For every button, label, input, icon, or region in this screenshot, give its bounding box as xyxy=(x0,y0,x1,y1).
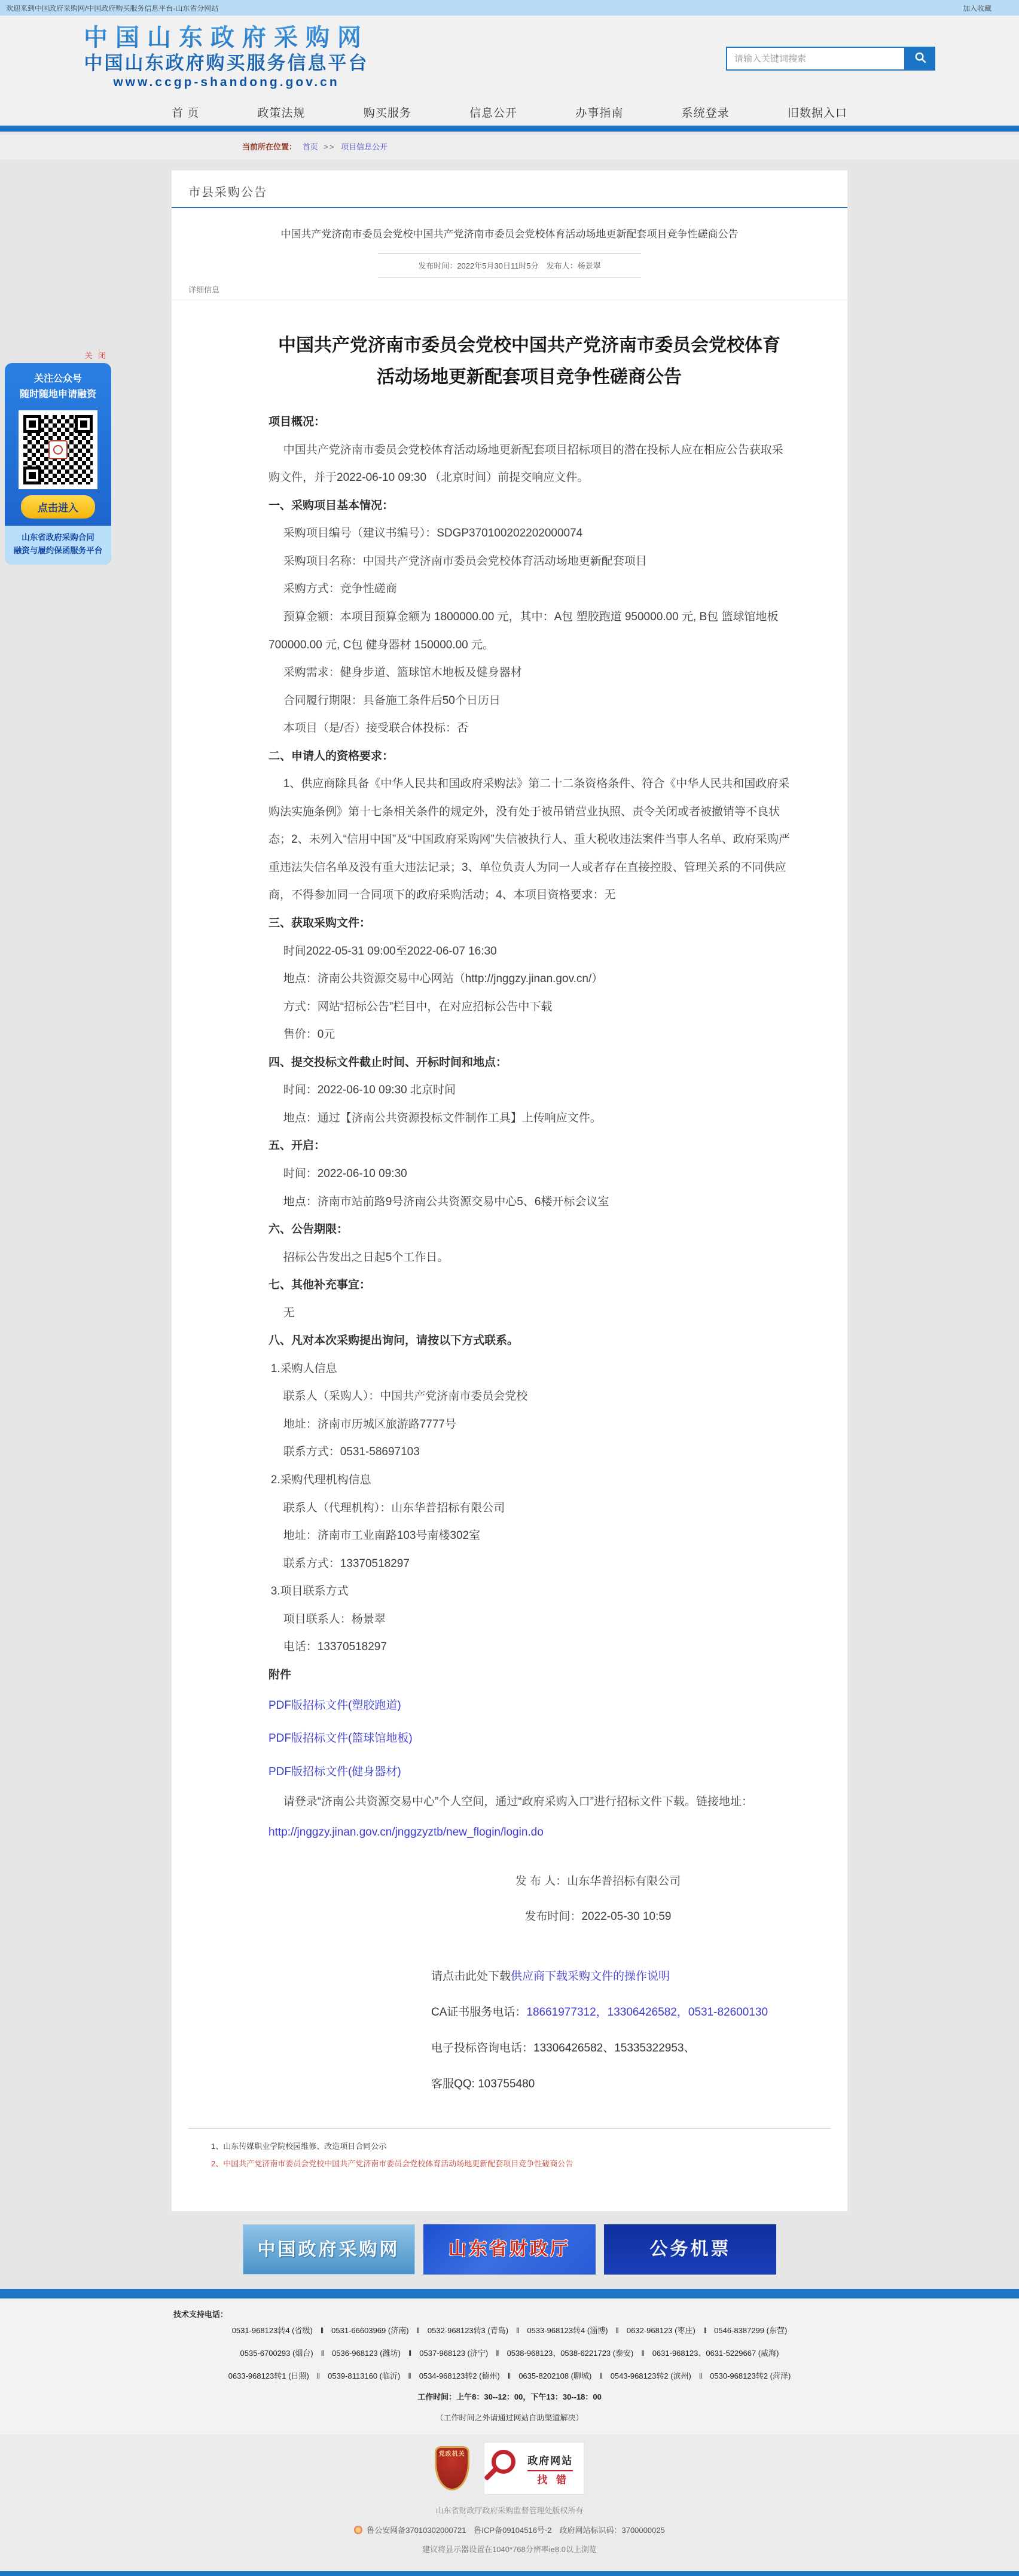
login-url-link[interactable]: http://jnggzy.jinan.gov.cn/jnggzyztb/new_flogin/login.do xyxy=(269,1826,544,1839)
article-paragraph: 联系人（采购人）：中国共产党济南市委员会党校 xyxy=(283,1390,528,1403)
publish-time-line: 发布时间：2022-05-30 10:59 xyxy=(524,1910,672,1923)
content-card xyxy=(172,170,847,2211)
widget-footer-line-2: 融资与履约保函服务平台 xyxy=(13,546,103,556)
breadcrumb xyxy=(172,135,847,160)
article-subheading: 3.项目联系方式 xyxy=(270,1585,349,1598)
widget-footer-line-1: 山东省政府采购合同 xyxy=(22,532,94,542)
article-paragraph: 地址：济南市工业南路103号南楼302室 xyxy=(283,1529,481,1542)
article-paragraph: 采购方式：竞争性磋商 xyxy=(283,583,397,596)
page-footer xyxy=(0,2298,1019,2571)
add-favorite-link[interactable]: 加入收藏 xyxy=(962,4,991,13)
topbar xyxy=(0,0,1019,16)
logo-line-1: 中国山东政府采购网 xyxy=(84,24,369,51)
article-paragraph: 地址：济南市历城区旅游路7777号 xyxy=(283,1417,456,1431)
partner-banners xyxy=(0,2224,1019,2275)
breadcrumb-current-link[interactable]: 项目信息公开 xyxy=(341,142,388,151)
article-paragraph: 联系方式：0531-58697103 xyxy=(283,1446,420,1459)
breadcrumb-strip xyxy=(0,135,1019,160)
publish-meta: 发布时间：2022年5月30日11时5分 发布人：杨景翠 xyxy=(378,253,641,278)
download-note xyxy=(431,1959,790,1995)
logo-url: www.ccgp-shandong.gov.cn xyxy=(113,75,340,90)
bottom-blue-strip xyxy=(0,2571,1019,2576)
article-paragraph: 无 xyxy=(283,1306,295,1319)
article-heading: 四、提交投标文件截止时间、开标时间和地点： xyxy=(269,1056,508,1069)
related-list xyxy=(188,2128,831,2206)
article-paragraph: 预算金额：本项目预算金额为 1800000.00 元，其中：A包 塑胶跑道 950000.00 元, B包 篮球馆地板 700000.00 元, C包 健身器材 150000.00 元。 xyxy=(269,611,779,651)
nav-item-purchase-services[interactable]: 购买服务 xyxy=(363,106,411,120)
article-paragraph: 地点：济南市站前路9号济南公共资源交易中心5、6楼开标会议室 xyxy=(283,1195,609,1208)
ca-service-label: CA证书服务电话： xyxy=(431,2005,527,2019)
nav-item-policies[interactable]: 政策法规 xyxy=(257,106,306,120)
article-paragraph: 采购项目名称：中国共产党济南市委员会党校体育活动场地更新配套项目 xyxy=(283,554,647,568)
announcement-title: 中国共产党济南市委员会党校中国共产党济南市委员会党校体育活动场地更新配套项目竞争性磋商公告 xyxy=(280,228,739,240)
error-report-magnifier-icon xyxy=(492,2450,515,2474)
article-heading: 七、其他补充事宜： xyxy=(269,1279,371,1292)
ebid-line: 电子投标咨询电话：13306426582、15335322953、 xyxy=(431,2041,695,2054)
qr-finder-bottom-left xyxy=(23,467,41,484)
support-phone-row-2: 0535-6700293 (烟台) ‖ 0536-968123 (潍坊) ‖ 0537-968123 (济宁) ‖ 0538-968123、0538-6221723 (泰安) ‖ 0631-968123、0631-5229667 (威海) xyxy=(240,2348,779,2358)
article-paragraph: 售价：0元 xyxy=(283,1028,335,1041)
search-input[interactable] xyxy=(726,47,905,71)
article-paragraph: 采购需求：健身步道、篮球馆木地板及健身器材 xyxy=(283,666,522,679)
article-heading: 项目概况： xyxy=(269,416,326,429)
detail-label: 详细信息 xyxy=(172,278,847,300)
article-paragraph: 合同履行期限：具备施工条件后50个日历日 xyxy=(283,694,501,707)
widget-headline-2: 随时随地申请融资 xyxy=(19,389,96,400)
article-paragraph: 时间：2022-06-10 09:30 北京时间 xyxy=(283,1084,456,1097)
related-item-1[interactable]: 1、山东传媒职业学院校园维修、改造项目合同公示 xyxy=(211,2142,387,2151)
nav-underline-bar xyxy=(0,126,1019,132)
attachments-heading: 附件 xyxy=(269,1668,292,1681)
nav-item-old-data-entry[interactable]: 旧数据入口 xyxy=(787,106,847,120)
article-paragraph: 招标公告发出之日起5个工作日。 xyxy=(283,1251,449,1264)
banner-official-air-tickets[interactable]: 公务机票 xyxy=(604,2224,776,2275)
article-paragraph: 时间：2022-06-10 09:30 xyxy=(283,1167,407,1180)
banner-shandong-finance-dept[interactable]: 山东省财政厅 xyxy=(423,2224,596,2275)
section-title: 市县采购公告 xyxy=(172,170,847,208)
article-paragraph: 1、供应商除具备《中华人民共和国政府采购法》第二十二条资格条件、符合《中华人民共和国政府采购法实施条例》第十七条相关条件的规定外，没有处于被吊销营业执照、责令关闭或者被撤销等不良状态；2、未列入“信用中国”及“中国政府采购网”失信被执行人、重大税收违法案件当事人名单、政府采购严重违法失信名单及没有重大违法记录；3、单位负责人为同一人或者存在直接控股、管理关系的不同供应商，不得参加同一合同项下的政府采购活动；4、本项目资格要求：无 xyxy=(269,778,790,902)
nav-item-guide[interactable]: 办事指南 xyxy=(575,106,624,120)
breadcrumb-separator: >> xyxy=(324,142,335,151)
article-paragraph: 采购项目编号（建议书编号）：SDGP370100202202000074 xyxy=(283,527,583,540)
error-report-line-1: 政府网站 xyxy=(527,2452,573,2471)
article-paragraph: 本项目（是/否）接受联合体投标：否 xyxy=(283,722,468,735)
article-body xyxy=(172,300,847,2108)
qr-center-seal xyxy=(48,440,68,459)
search-button[interactable] xyxy=(905,47,935,71)
widget-card[interactable] xyxy=(5,363,111,565)
article-heading: 三、获取采购文件： xyxy=(269,917,371,930)
site-logo xyxy=(84,24,369,90)
support-phone-row-3: 0633-968123转1 (日照) ‖ 0539-8113160 (临沂) ‖ 0534-968123转2 (德州) ‖ 0635-8202108 (聊城) ‖ 0543-968123转2 (滨州) ‖ 0530-968123转2 (菏泽) xyxy=(228,2371,791,2381)
nav-item-system-login[interactable]: 系统登录 xyxy=(681,106,730,120)
main-nav xyxy=(0,98,1019,126)
footer-divider-bar xyxy=(0,2289,1019,2298)
article-paragraph: 地点：济南公共资源交易中心网站（http://jnggzy.jinan.gov.cn/） xyxy=(283,973,603,986)
welcome-text: 欢迎来到中国政府采购网/中国政府购买服务信息平台-山东省分网站 xyxy=(6,4,219,13)
nav-item-home[interactable]: 首 页 xyxy=(172,106,200,120)
copyright-line: 山东省财政厅政府采购监督管理处版权所有 xyxy=(435,2505,584,2515)
article-paragraph: 电话：13370518297 xyxy=(283,1641,387,1654)
article-paragraph: 联系人（代理机构）：山东华普招标有限公司 xyxy=(283,1501,505,1514)
attachment-link-plastic-track[interactable]: PDF版招标文件(塑胶跑道) xyxy=(269,1699,401,1712)
attachment-link-basketball-floor[interactable]: PDF版招标文件(篮球馆地板) xyxy=(269,1732,413,1745)
qq-line: 客服QQ: 103755480 xyxy=(431,2077,535,2090)
ca-service-numbers: 18661977312，13306426582，0531-82600130 xyxy=(526,2005,768,2019)
shield-label: 党政机关 xyxy=(438,2450,465,2458)
work-hours: 工作时间：上午8：30--12：00，下午13：30--18：00 xyxy=(417,2392,602,2401)
banner-ccgp[interactable]: 中国政府采购网 xyxy=(243,2224,415,2275)
police-badge-icon xyxy=(354,2526,362,2534)
footer-lower xyxy=(0,2435,1019,2571)
article-subheading: 1.采购人信息 xyxy=(270,1362,337,1375)
icp-registration-line xyxy=(0,2524,1019,2535)
browser-tip: 建议将显示器设置在1040*768分辨率ie8.0以上浏览 xyxy=(422,2544,597,2554)
search-icon xyxy=(914,51,928,66)
widget-enter-button[interactable]: 点击进入 xyxy=(21,495,95,519)
article-heading: 六、公告期限： xyxy=(269,1223,349,1236)
qr-code xyxy=(19,410,97,489)
download-note-link[interactable]: 供应商下载采购文件的操作说明 xyxy=(511,1970,670,1983)
publisher-line: 发 布 人：山东华普招标有限公司 xyxy=(515,1875,681,1888)
download-note-prefix: 请点击此处下载 xyxy=(431,1970,511,1983)
attachment-link-fitness-equipment[interactable]: PDF版招标文件(健身器材) xyxy=(269,1765,401,1778)
article-heading: 八、凡对本次采购提出询问，请按以下方式联系。 xyxy=(269,1334,519,1348)
article-paragraph: 项目联系人：杨景翠 xyxy=(283,1612,386,1626)
related-item-current[interactable]: 2、中国共产党济南市委员会党校中国共产党济南市委员会党校体育活动场地更新配套项目竞争性磋商公告 xyxy=(211,2159,573,2169)
article-heading: 五、开启： xyxy=(269,1139,326,1153)
support-phone-row-1: 0531-968123转4 (省级) ‖ 0531-66603969 (济南) ‖ 0532-968123转3 (青岛) ‖ 0533-968123转4 (淄博) ‖ 0632-968123 (枣庄) ‖ 0546-8387299 (东营) xyxy=(231,2325,788,2335)
widget-headline-1: 关注公众号 xyxy=(33,374,82,384)
publisher-block xyxy=(269,1864,790,1935)
article-paragraph: 联系方式：13370518297 xyxy=(283,1557,410,1570)
article-heading: 一、采购项目基本情况： xyxy=(269,499,394,512)
qr-finder-top-right xyxy=(75,415,93,433)
qr-finder-top-left xyxy=(23,415,41,433)
finance-widget xyxy=(5,349,111,565)
ca-service-line xyxy=(431,1995,790,2031)
site-header xyxy=(0,16,1019,98)
article-title: 中国共产党济南市委员会党校中国共产党济南市委员会党校体育活动场地更新配套项目竞争性磋商公告 xyxy=(278,336,780,387)
article-paragraph: 时间2022-05-31 09:00至2022-06-07 16:30 xyxy=(283,944,497,958)
work-hours-note: （工作时间之外请通过网站自助渠道解决） xyxy=(435,2413,584,2422)
breadcrumb-home-link[interactable]: 首页 xyxy=(302,142,318,151)
widget-footer xyxy=(5,526,111,565)
contact-block xyxy=(431,1959,790,2102)
support-phone-label: 技术支持电话： xyxy=(173,2309,228,2319)
nav-item-info-disclosure[interactable]: 信息公开 xyxy=(469,106,518,120)
article-paragraph: 方式：网站“招标公告”栏目中，在对应招标公告中下载 xyxy=(283,1000,553,1013)
gov-site-error-report-badge[interactable] xyxy=(484,2442,584,2495)
breadcrumb-label: 当前所在位置： xyxy=(242,142,297,151)
icp-registration-text: 鲁公安网备37010302000721 鲁ICP备09104516号-2 政府网站标识码：3700000025 xyxy=(367,2525,665,2535)
article-subheading: 2.采购代理机构信息 xyxy=(270,1473,371,1486)
error-report-line-2: 找 错 xyxy=(537,2474,569,2486)
article-paragraph: 地点：通过【济南公共资源投标文件制作工具】上传响应文件。 xyxy=(283,1111,602,1124)
widget-close-link[interactable]: 关 闭 xyxy=(84,351,108,360)
party-government-shield-icon[interactable] xyxy=(435,2446,469,2490)
article-heading: 二、申请人的资格要求： xyxy=(269,749,394,763)
logo-line-2: 中国山东政府购买服务信息平台 xyxy=(84,52,369,74)
article-paragraph: 中国共产党济南市委员会党校体育活动场地更新配套项目招标项目的潜在投标人应在相应公告获取采购文件，并于2022-06-10 09:30 （北京时间）前提交响应文件。 xyxy=(269,443,783,484)
login-tip: 请登录“济南公共资源交易中心”个人空间，通过“政府采购入口”进行招标文件下载。链接地址： xyxy=(283,1795,753,1808)
search-box xyxy=(726,47,935,71)
